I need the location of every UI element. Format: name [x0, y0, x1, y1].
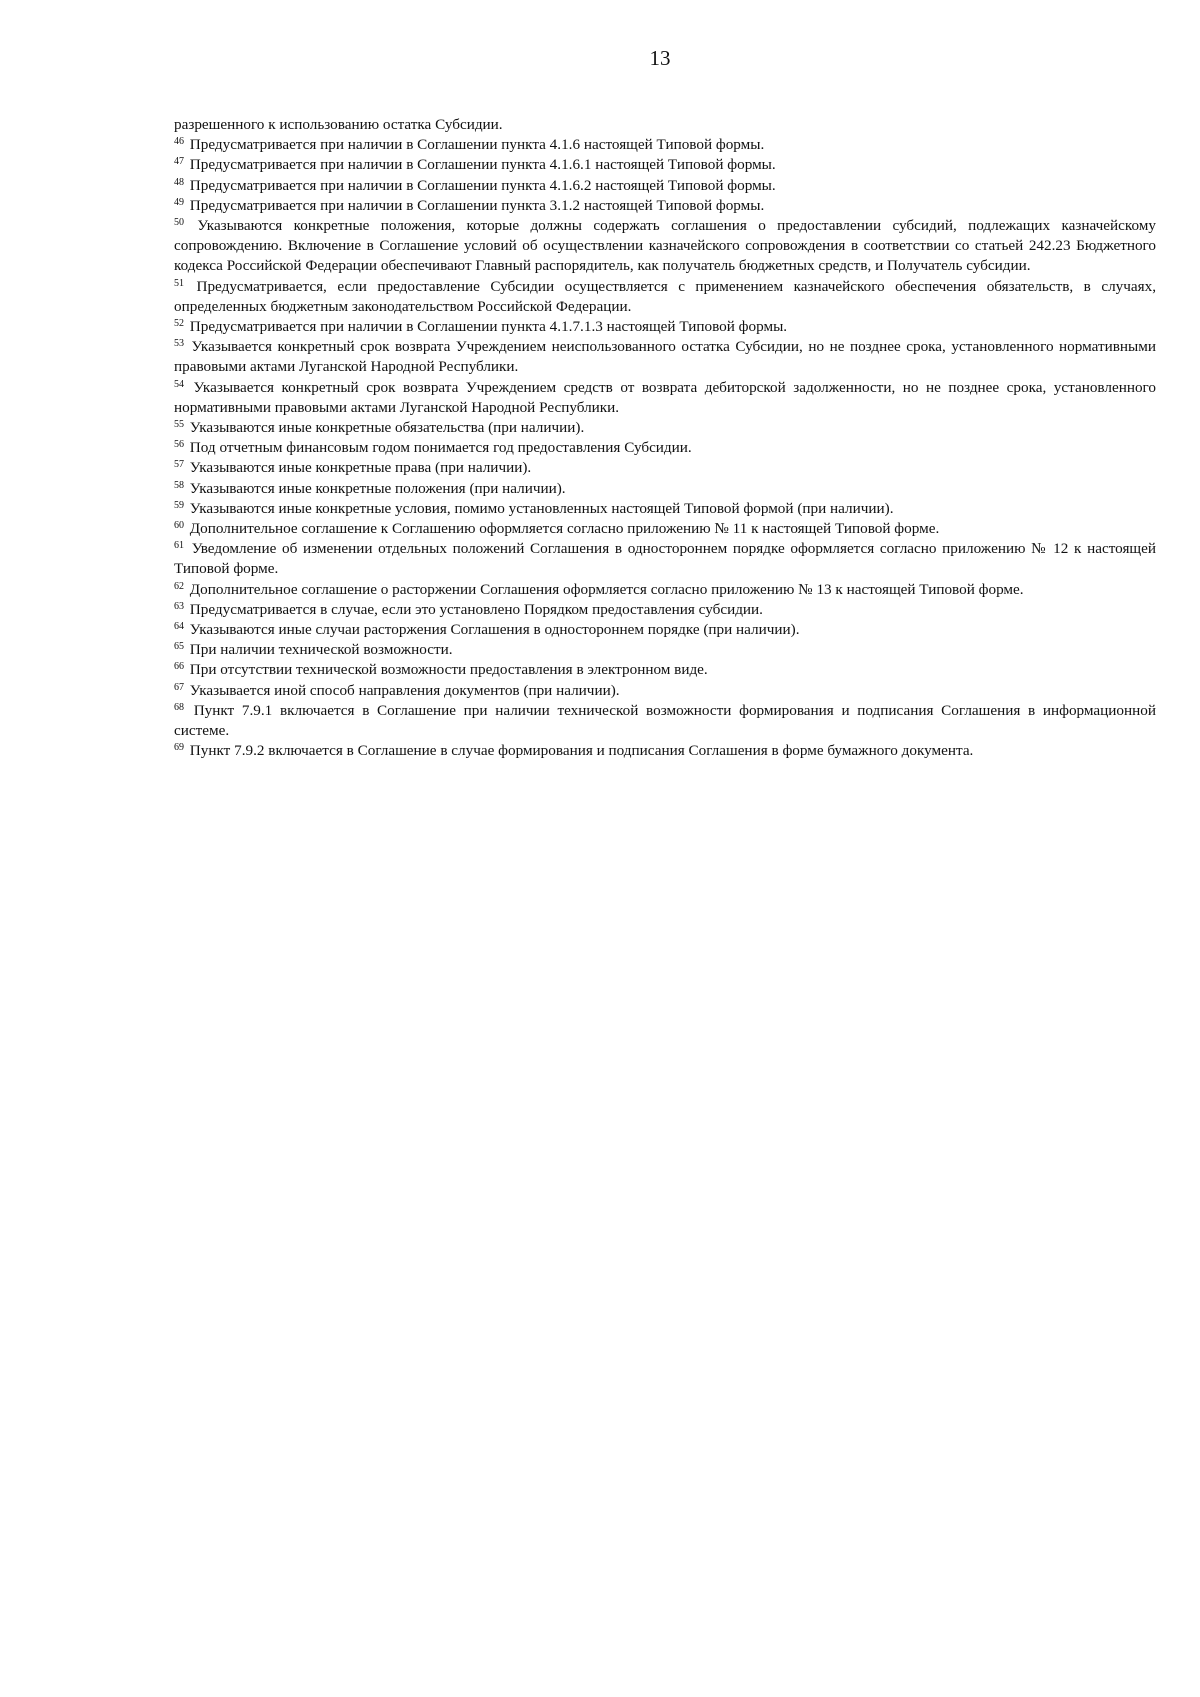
footnote-text: Дополнительное соглашение к Соглашению оформляется согласно приложению № 11 к настоящей Типовой форме. [189, 520, 940, 538]
footnote-item [174, 135, 1156, 155]
footnote-item [174, 155, 1156, 175]
footnote-number: 57 [174, 459, 184, 471]
footnote-number: 49 [174, 196, 184, 208]
footnote-number: 54 [174, 378, 184, 390]
footnote-item [174, 539, 1156, 579]
footnote-item [174, 479, 1156, 499]
footnote-number: 58 [174, 479, 184, 491]
footnote-item [174, 196, 1156, 216]
footnote-item [174, 418, 1156, 438]
footnote-text: Уведомление об изменении отдельных положений Соглашения в одностороннем порядке оформляется согласно приложению № 12 к настоящей Типовой форме. [174, 540, 1156, 578]
footnote-number: 55 [174, 419, 184, 431]
footnote-text: Предусматривается при наличии в Соглашении пункта 3.1.2 настоящей Типовой формы. [189, 196, 765, 214]
footnote-continuation: разрешенного к использованию остатка Субсидии. [174, 116, 503, 133]
footnote-number: 51 [174, 277, 184, 289]
footnote-number: 65 [174, 641, 184, 653]
footnote-text: Указываются иные конкретные обязательства (при наличии). [189, 419, 585, 437]
footnote-item [174, 277, 1156, 317]
footnote-item [174, 378, 1156, 418]
footnotes-section [174, 115, 1156, 762]
footnote-item [174, 600, 1156, 620]
footnote-number: 50 [174, 217, 184, 229]
footnote-item [174, 458, 1156, 478]
footnote-number: 68 [174, 701, 184, 713]
footnote-item [174, 337, 1156, 377]
footnote-text: При наличии технической возможности. [189, 641, 453, 659]
footnote-number: 59 [174, 499, 184, 511]
footnote-text: Предусматривается, если предоставление Субсидии осуществляется с применением казначейского обеспечения обязательств, в случаях, определенных бюджетным законодательством Российской Федерации. [174, 277, 1156, 315]
footnote-number: 47 [174, 156, 184, 168]
footnote-number: 69 [174, 742, 184, 754]
footnote-number: 61 [174, 540, 184, 552]
footnote-number: 63 [174, 600, 184, 612]
footnote-text: Предусматривается в случае, если это установлено Порядком предоставления субсидии. [189, 600, 763, 618]
footnote-item [174, 499, 1156, 519]
footnote-text: Предусматривается при наличии в Соглашении пункта 4.1.7.1.3 настоящей Типовой формы. [189, 318, 788, 336]
footnote-item [174, 216, 1156, 277]
footnote-item [174, 580, 1156, 600]
footnote-item [174, 438, 1156, 458]
page-number: 13 [649, 46, 671, 70]
footnote-text: Пункт 7.9.1 включается в Соглашение при наличии технической возможности формирования и подписания Соглашения в информационной системе. [174, 701, 1156, 740]
footnote-text: Предусматривается при наличии в Соглашении пункта 4.1.6.2 настоящей Типовой формы. [189, 176, 776, 194]
footnote-text: Пункт 7.9.2 включается в Соглашение в случае формирования и подписания Соглашения в форме бумажного документа. [189, 742, 974, 760]
footnote-text: При отсутствии технической возможности предоставления в электронном виде. [189, 661, 708, 679]
footnote-item [174, 519, 1156, 539]
footnote-item [174, 660, 1156, 680]
footnote-item [174, 741, 1156, 761]
footnote-number: 64 [174, 621, 184, 633]
footnote-text: Дополнительное соглашение о расторжении Соглашения оформляется согласно приложению № 13 к настоящей Типовой форме. [189, 580, 1024, 598]
footnote-text: Предусматривается при наличии в Соглашении пункта 4.1.6 настоящей Типовой формы. [189, 136, 765, 154]
footnote-item [174, 640, 1156, 660]
footnote-number: 62 [174, 580, 184, 592]
footnote-item [174, 620, 1156, 640]
footnote-text: Указывается конкретный срок возврата Учреждением средств от возврата дебиторской задолженности, но не позднее срока, установленного нормативными правовыми актами Луганской Народной Республики. [174, 378, 1156, 416]
footnote-item [174, 681, 1156, 701]
footnote-item [174, 176, 1156, 196]
footnote-list [174, 135, 1156, 761]
footnote-text: Указываются иные конкретные условия, помимо установленных настоящей Типовой формой (при наличии). [189, 499, 894, 517]
footnote-number: 48 [174, 176, 184, 188]
footnote-number: 66 [174, 661, 184, 673]
footnote-text: Указывается иной способ направления документов (при наличии). [189, 681, 620, 699]
footnote-number: 67 [174, 681, 184, 693]
footnote-item [174, 317, 1156, 337]
footnote-number: 60 [174, 520, 184, 532]
footnote-text: Предусматривается при наличии в Соглашении пункта 4.1.6.1 настоящей Типовой формы. [189, 156, 776, 174]
footnote-number: 56 [174, 439, 184, 451]
footnote-text: Указываются иные случаи расторжения Соглашения в одностороннем порядке (при наличии). [189, 621, 800, 639]
footnote-text: Указываются иные конкретные положения (при наличии). [189, 479, 566, 497]
footnote-item [174, 701, 1156, 741]
footnote-number: 46 [174, 136, 184, 148]
footnote-text: Указывается конкретный срок возврата Учреждением неиспользованного остатка Субсидии, но не позднее срока, установленного нормативными правовыми актами Луганской Народной Республики. [174, 338, 1157, 376]
footnote-text: Указываются конкретные положения, которые должны содержать соглашения о предоставлении субсидий, подлежащих казначейскому сопровождению. Включение в Соглашение условий об осуществлении казначейского сопровождения в соответствии со статьей 242.23 Бюджетного кодекса Российской Федерации обеспечивают Главный распорядитель, как получатель бюджетных средств, и Получатель субсидии. [174, 217, 1157, 275]
footnote-number: 53 [174, 338, 184, 350]
footnote-text: Указываются иные конкретные права (при наличии). [189, 459, 532, 477]
footnote-text: Под отчетным финансовым годом понимается год предоставления Субсидии. [189, 439, 692, 457]
footnote-number: 52 [174, 318, 184, 330]
